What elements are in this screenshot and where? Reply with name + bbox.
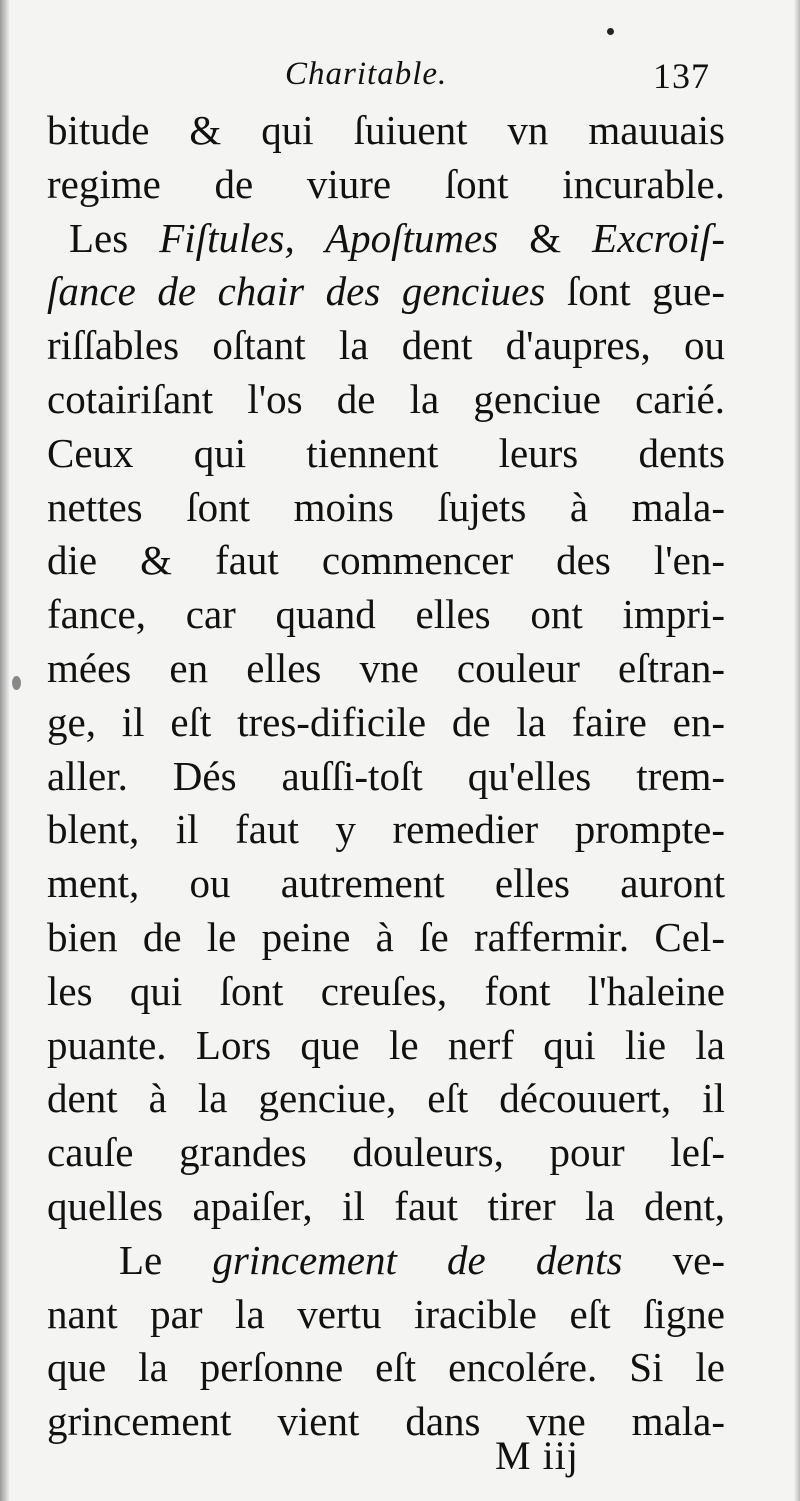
text-line: quelles apaiſer, il faut tirer la dent, (47, 1182, 725, 1229)
ink-speck (607, 28, 614, 35)
text-line: dent à la genciue, eſt découuert, il (47, 1075, 725, 1122)
text-line: Le grincement de dents ve- (119, 1236, 725, 1283)
body-text (47, 104, 725, 1449)
text-line: grincement vient dans vne mala- (47, 1398, 725, 1445)
text-line: bien de le peine à ſe raffermir. Cel- (47, 913, 725, 960)
text-line: aller. Dés auſſi-toſt qu'elles trem- (47, 752, 725, 799)
text-line: puante. Lors que le nerf qui lie la (47, 1021, 725, 1068)
text-line: que la perſonne eſt encolére. Si le (47, 1344, 725, 1391)
text-line: cotairiſant l'os de la genciue carié. (47, 375, 725, 422)
text-line: fance, car quand elles ont impri- (47, 591, 725, 638)
running-head: Charitable. (285, 56, 448, 92)
text-line: cauſe grandes douleurs, pour leſ- (47, 1129, 725, 1176)
text-line: riſſables oſtant la dent d'aupres, ou (47, 322, 725, 369)
page-edge-shadow (0, 0, 10, 1501)
text-line: ſance de chair des genciues ſont gue- (47, 268, 725, 315)
signature-mark: M iij (495, 1433, 579, 1478)
text-line: mées en elles vne couleur eſtran- (47, 644, 725, 691)
page-number: 137 (653, 56, 710, 96)
page-edge-shadow-right (794, 0, 800, 1501)
text-line: bitude & qui ſuiuent vn mauuais (47, 107, 725, 153)
text-line: die & faut commencer des l'en- (47, 537, 725, 584)
text-line: nettes ſont moins ſujets à mala- (47, 483, 725, 530)
text-line: les qui ſont creuſes, font l'haleine (47, 967, 725, 1014)
text-line: nant par la vertu iracible eſt ſigne (47, 1290, 725, 1337)
text-line: blent, il faut y remedier prompte- (47, 806, 725, 853)
text-line: ment, ou autrement elles auront (47, 860, 725, 907)
text-line: Les Fiſtules, Apoſtumes & Excroiſ- (69, 214, 725, 261)
ink-speck (12, 676, 21, 690)
text-line: regime de viure ſont incurable. (47, 160, 725, 207)
text-line: ge, il eſt tres-dificile de la faire en- (47, 698, 725, 745)
text-line: Ceux qui tiennent leurs dents (47, 429, 725, 476)
